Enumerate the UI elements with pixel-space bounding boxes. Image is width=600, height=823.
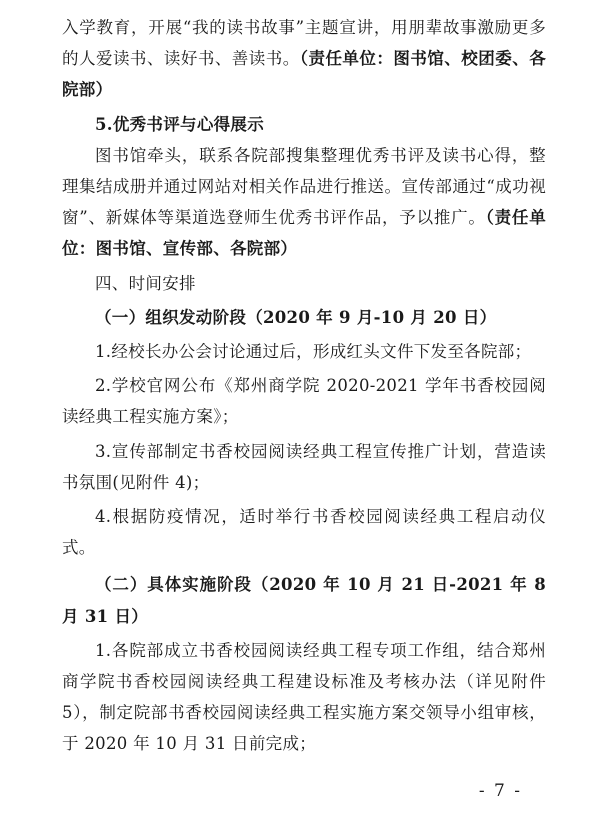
page-number: - 7 - [478, 781, 522, 801]
list-item-2: 2.学校官网公布《郑州商学院 2020-2021 学年书香校园阅读经典工程实施方案》； [62, 376, 546, 427]
subsection-heading-implementation: （二）具体实施阶段（2020 年 10 月 21 日-2021 年 8 月 31 日） [62, 575, 546, 626]
section-heading-book-review: 5.优秀书评与心得展示 [95, 114, 265, 134]
responsibility-note: （责任单位：图书馆、宣传部、各院部） [62, 208, 546, 259]
list-item-1: 1.经校长办公会讨论通过后，形成红头文件下发至各院部； [95, 342, 532, 362]
list-item-3: 3.宣传部制定书香校园阅读经典工程宣传推广计划，营造读书氛围(见附件 4)； [62, 441, 546, 492]
paragraph-reading-story [62, 12, 546, 106]
list-item-4: 4.根据防疫情况，适时举行书香校园阅读经典工程启动仪式。 [62, 507, 546, 558]
paragraph-book-review [62, 140, 546, 265]
responsibility-note: （责任单位：图书馆、校团委、各院部） [62, 49, 547, 100]
section-heading-schedule: 四、时间安排 [95, 273, 196, 293]
paragraph-text: 入学教育，开展“我的读书故事”主题宣讲，用朋辈故事激励更多的人爱读书、读好书、善读书。 [62, 18, 546, 69]
list-item-implementation-1: 1.各院部成立书香校园阅读经典工程专项工作组，结合郑州商学院书香校园阅读经典工程建设标准及考核办法（详见附件 5），制定院部书香校园阅读经典工程实施方案交领导小组审核，于 2020 年 10 月 31 日前完成； [62, 640, 546, 754]
document-body [62, 12, 546, 760]
paragraph-text: 图书馆牵头，联系各院部搜集整理优秀书评及读书心得，整理集结成册并通过网站对相关作品进行推送。宣传部通过“成功视窗”、新媒体等渠道选登师生优秀书评作品，予以推广。 [62, 145, 546, 228]
subsection-heading-mobilization: （一）组织发动阶段（2020 年 9 月-10 月 20 日） [95, 307, 497, 327]
